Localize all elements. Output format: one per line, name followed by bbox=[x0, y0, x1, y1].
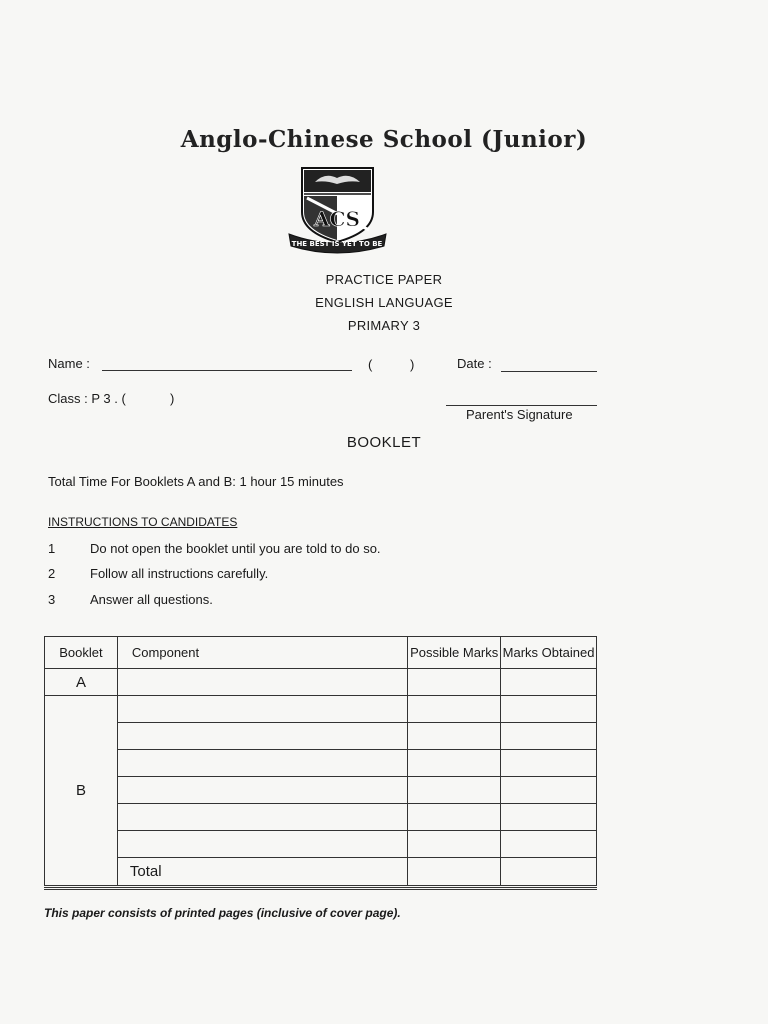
total-label: Total bbox=[117, 858, 407, 886]
class-label: Class : P 3 . ( bbox=[48, 391, 126, 406]
footer-note: This paper consists of printed pages (inclusive of cover page). bbox=[44, 906, 401, 920]
instruction-number: 1 bbox=[48, 541, 56, 556]
table-row bbox=[45, 804, 597, 831]
component-cell bbox=[117, 777, 407, 804]
booklet-a-label: A bbox=[45, 669, 118, 696]
possible-marks-cell bbox=[408, 804, 501, 831]
component-cell bbox=[117, 723, 407, 750]
booklet-title: BOOKLET bbox=[346, 434, 422, 451]
marks-obtained-cell[interactable] bbox=[501, 723, 597, 750]
table-header-row bbox=[45, 637, 597, 669]
possible-marks-cell bbox=[408, 669, 501, 696]
total-row bbox=[45, 858, 597, 886]
table-row bbox=[45, 696, 597, 723]
possible-marks-cell bbox=[408, 831, 501, 858]
booklet-b-label: B bbox=[45, 696, 118, 886]
table-row bbox=[45, 831, 597, 858]
marks-obtained-cell[interactable] bbox=[501, 804, 597, 831]
possible-marks-cell bbox=[408, 750, 501, 777]
instruction-text: Do not open the booklet until you are told to do so. bbox=[90, 541, 381, 556]
table-row bbox=[45, 723, 597, 750]
subject: ENGLISH LANGUAGE bbox=[315, 295, 453, 310]
parent-signature-field[interactable] bbox=[446, 405, 597, 406]
index-close-paren: ) bbox=[410, 357, 415, 372]
possible-marks-cell bbox=[408, 696, 501, 723]
crest-initials: ACS bbox=[314, 207, 360, 231]
component-cell bbox=[117, 831, 407, 858]
header-marks-obtained: Marks Obtained bbox=[501, 637, 597, 669]
instruction-text: Follow all instructions carefully. bbox=[90, 566, 269, 581]
header-possible-marks: Possible Marks bbox=[408, 637, 501, 669]
name-label: Name : bbox=[48, 356, 90, 371]
parent-signature-label: Parent's Signature bbox=[466, 407, 573, 422]
marks-obtained-cell[interactable] bbox=[501, 831, 597, 858]
school-crest bbox=[285, 160, 390, 255]
table-row bbox=[45, 750, 597, 777]
date-field[interactable] bbox=[501, 371, 597, 372]
marks-table bbox=[44, 636, 597, 886]
total-obtained-cell[interactable] bbox=[501, 858, 597, 886]
component-cell bbox=[117, 750, 407, 777]
school-name: Anglo-Chinese School (Junior) bbox=[180, 126, 588, 153]
level: PRIMARY 3 bbox=[347, 318, 421, 333]
date-label: Date : bbox=[457, 356, 492, 371]
instruction-number: 2 bbox=[48, 566, 56, 581]
instruction-text: Answer all questions. bbox=[90, 592, 213, 607]
possible-marks-cell bbox=[408, 723, 501, 750]
component-cell bbox=[117, 804, 407, 831]
footer-rule bbox=[44, 887, 597, 890]
marks-obtained-cell[interactable] bbox=[501, 750, 597, 777]
instruction-number: 3 bbox=[48, 592, 56, 607]
marks-obtained-cell[interactable] bbox=[501, 777, 597, 804]
table-row bbox=[45, 669, 597, 696]
marks-obtained-cell[interactable] bbox=[501, 696, 597, 723]
name-field[interactable] bbox=[102, 370, 352, 371]
crest-motto: THE BEST IS YET TO BE bbox=[291, 240, 383, 248]
total-possible-cell bbox=[408, 858, 501, 886]
instructions-heading: INSTRUCTIONS TO CANDIDATES bbox=[48, 515, 238, 529]
class-close-paren: ) bbox=[170, 391, 175, 406]
header-booklet: Booklet bbox=[45, 637, 118, 669]
header-component: Component bbox=[117, 637, 407, 669]
index-open-paren: ( bbox=[368, 357, 373, 372]
paper-type: PRACTICE PAPER bbox=[325, 272, 443, 287]
table-row bbox=[45, 777, 597, 804]
component-cell bbox=[117, 669, 407, 696]
total-time: Total Time For Booklets A and B: 1 hour 15 minutes bbox=[48, 474, 344, 489]
possible-marks-cell bbox=[408, 777, 501, 804]
marks-obtained-cell[interactable] bbox=[501, 669, 597, 696]
component-cell bbox=[117, 696, 407, 723]
